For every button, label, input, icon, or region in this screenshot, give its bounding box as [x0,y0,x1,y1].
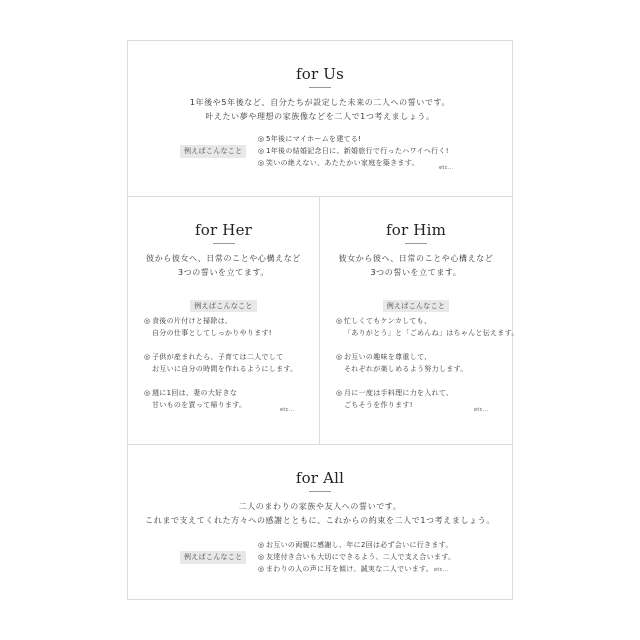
etc-label: etc... [439,165,454,171]
title-rule [213,243,235,244]
bullet-icon: ◎ [258,147,265,155]
list-item: ◎ 月に一度は手料理に力を入れて、 ごちそうを作ります! [336,389,454,409]
title-for-us: for Us [295,65,345,83]
bullet-icon: ◎ [258,565,265,573]
lead-for-her [128,252,319,280]
panel-for-all [128,445,512,599]
lead-for-all [128,500,512,528]
example-list [336,315,519,411]
etc-label: etc... [280,407,295,413]
example-tag: 例えばこんなこと [180,551,246,564]
bullet-icon: ◎ [336,317,343,325]
title-rule [405,243,427,244]
example-tag: 例えばこんなこと [383,300,449,312]
list-item: ◎ 週に1回は、妻の大好きな 甘いものを買って帰ります。 [144,389,247,409]
panel-for-her [128,197,320,445]
list-item: ◎ 笑いの絶えない、あたたかい家庭を築きます。 [258,159,419,167]
list-item: ◎ 忙しくてもケンカしても、 「ありがとう」と「ごめんね」はちゃんと伝えます。 [336,317,519,337]
lead-for-him [320,252,512,280]
example-tag: 例えばこんなこと [190,300,256,312]
lead-line: 1年後や5年後など、自分たちが設定した未来の二人への誓いです。 [189,98,451,107]
list-item: ◎ お互いの両親に感謝し、年に2回は必ず会いに行きます。 [258,541,453,549]
list-item: ◎ 1年後の結婚記念日に、新婚旅行で行ったハワイへ行く! [258,147,449,155]
bullet-icon: ◎ [336,353,343,361]
panel-for-him [320,197,519,445]
bullet-icon: ◎ [258,541,265,549]
bullet-icon: ◎ [144,317,151,325]
bullet-icon: ◎ [258,553,265,561]
lead-line: 3つの誓いを立てます。 [177,268,270,277]
vow-sheet [127,40,519,600]
example-tag: 例えばこんなこと [180,145,246,158]
example-list [258,539,455,575]
bullet-icon: ◎ [144,389,151,397]
list-item: ◎ お互いの趣味を尊重して、 それぞれが楽しめるよう努力します。 [336,353,468,373]
title-for-him: for Him [385,221,447,239]
list-item: ◎ 子供が産まれたら、子育ては二人でして お互いに自分の時間を作れるようにします。 [144,353,298,373]
lead-line: これまで支えてくれた方々への感謝とともに、これからの約束を二人で1つ考えましょう。 [145,516,495,525]
lead-line: 叶えたい夢や理想の家族像などを二人で1つ考えましょう。 [205,112,435,121]
title-for-her: for Her [194,221,253,239]
list-item: ◎ 5年後にマイホームを建てる! [258,135,362,143]
etc-label: etc... [434,567,449,573]
lead-line: 彼から彼女へ、日常のことや心構えなど [146,254,301,263]
lead-line: 3つの誓いを立てます。 [370,268,462,277]
bullet-icon: ◎ [144,353,151,361]
list-item: ◎ 食後の片付けと掃除は、 自分の仕事としてしっかりやります! [144,317,272,337]
panel-for-us [128,41,512,197]
list-item: ◎ 友達付き合いも大切にできるよう、二人で支え合います。 [258,553,456,561]
title-rule [309,491,331,492]
etc-label: etc... [474,407,489,413]
lead-line: 彼女から彼へ、日常のことや心構えなど [338,254,494,263]
lead-for-us [128,96,512,124]
example-list [144,315,297,411]
list-item: ◎ まわりの人の声に耳を傾け、誠実な二人でいます。 [258,565,434,573]
bullet-icon: ◎ [336,389,343,397]
example-list [258,133,449,169]
title-for-all: for All [295,469,345,487]
bullet-icon: ◎ [258,135,265,143]
title-rule [309,87,331,88]
lead-line: 二人のまわりの家族や友人への誓いです。 [238,502,402,511]
bullet-icon: ◎ [258,159,265,167]
